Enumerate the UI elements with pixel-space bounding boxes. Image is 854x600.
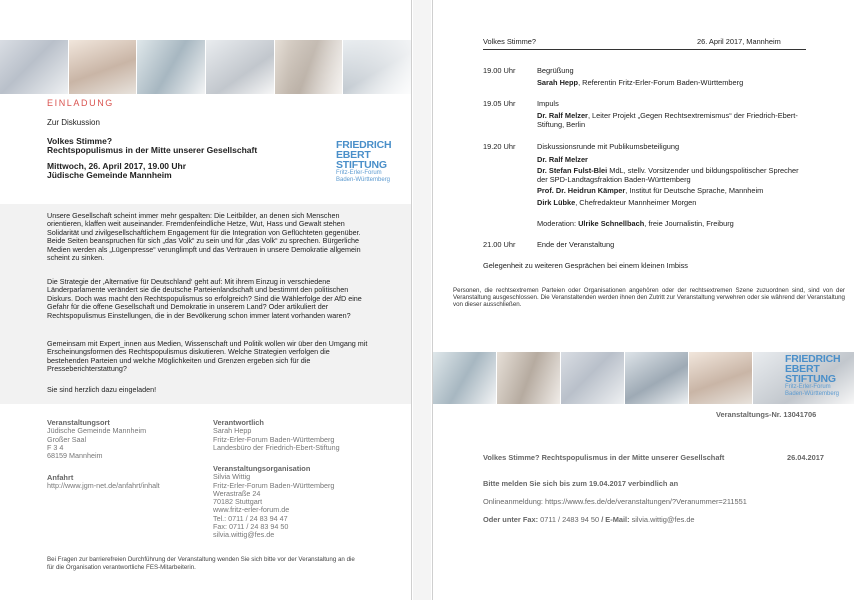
fax-email-line: Oder unter Fax: 0711 / 2483 94 50 / E-Mail: silvia.wittig@fes.de	[483, 515, 695, 524]
registration-deadline: Bitte melden Sie sich bis zum 19.04.2017 verbindlich an	[483, 479, 679, 488]
banner-photo	[689, 352, 752, 404]
event-date: Mittwoch, 26. April 2017, 19.00 Uhr	[47, 161, 187, 171]
directions-link[interactable]: http://www.jgm-net.de/anfahrt/inhalt	[47, 481, 160, 491]
event-number: Veranstaltungs-Nr. 13041706	[716, 410, 817, 419]
program-time: 19.05 Uhr	[483, 99, 516, 108]
venue-block: Veranstaltungsort Jüdische Gemeinde Mannheim Großer Saal F 3 4 68159 Mannheim	[47, 419, 197, 460]
banner-photo	[0, 40, 68, 94]
banner-photo	[497, 352, 560, 404]
program-time: 21.00 Uhr	[483, 240, 516, 249]
fes-logo: FRIEDRICH EBERT STIFTUNG Fritz-Erler-Forum Baden-Württemberg	[785, 353, 841, 397]
registration-email-link[interactable]: silvia.wittig@fes.de	[631, 515, 695, 524]
photo-banner	[0, 40, 412, 94]
program-title: Impuls	[537, 99, 559, 108]
banner-photo	[206, 40, 274, 94]
panelist: Dr. Stefan Fulst-Blei MdL, stellv. Vorsitzender und bildungspolitischer Sprecher der SPD-Landtagsfraktion Baden-Württemberg	[537, 166, 799, 184]
event-format: Zur Diskussion	[47, 118, 100, 127]
email-link[interactable]: silvia.wittig@fes.de	[213, 530, 275, 540]
website-link[interactable]: www.fritz-erler-forum.de	[213, 505, 290, 515]
registration-event-title: Volkes Stimme? Rechtspopulismus in der Mitte unserer Gesellschaft	[483, 453, 725, 462]
intro-paragraph: Unsere Gesellschaft scheint immer mehr gespalten: Die Leitbilder, an denen sich Menschen orientieren, klaffen weit auseinander. Fremdenfeindliche Hetze, Wut, Hass und Gewalt stehen Solidarität und zivilgesellschaftlichem Engagement für die Integration von Geflüchteten gegenüber. Beide Seiten beanspruchen für sich „das Volk“ zu sein und für „das Volk“ zu sprechen. Bürgerliche Medien werden als „Lügenpresse“ verunglimpft und das Vertrauen in unsere Demokratie allgemein scheint zu sinken.	[47, 211, 361, 263]
banner-photo	[433, 352, 496, 404]
program-header-date: 26. April 2017, Mannheim	[697, 37, 781, 46]
panelist: Dr. Ralf Melzer	[537, 155, 588, 164]
banner-photo	[561, 352, 624, 404]
responsible-heading: Verantwortlich	[213, 418, 264, 427]
event-venue: Jüdische Gemeinde Mannheim	[47, 170, 172, 180]
responsible-block: Verantwortlich Sarah Hepp Fritz-Erler-Forum Baden-Württemberg Landesbüro der Friedrich-Ebert-Stiftung	[213, 419, 393, 452]
discussion-paragraph: Gemeinsam mit Expert_innen aus Medien, Wissenschaft und Politik wollen wir über den Umgang mit Erscheinungsformen des Rechtspopulismus diskutieren. Welche Strategien verfolgen die bestehenden Parteien und welche Möglichkeiten und Grenzen ergeben sich für die Presseberichterstattung?	[47, 339, 368, 374]
program-title: Ende der Veranstaltung	[537, 240, 615, 249]
program-detail: Sarah Hepp, Referentin Fritz-Erler-Forum Baden-Württemberg	[537, 78, 744, 87]
program-header-title: Volkes Stimme?	[483, 37, 536, 46]
venue-heading: Veranstaltungsort	[47, 418, 110, 427]
program-title: Begrüßung	[537, 66, 574, 75]
header-rule	[483, 49, 806, 50]
panelist: Prof. Dr. Heidrun Kämper, Institut für Deutsche Sprache, Mannheim	[537, 186, 764, 195]
event-title: Volkes Stimme?	[47, 136, 113, 146]
invitation-heading: EINLADUNG	[47, 98, 114, 108]
accessibility-note: Bei Fragen zur barrierefreien Durchführung der Veranstaltung wenden Sie sich bitte vor der Veranstaltung an die für die Organisation verantwortliche FES-Mitarbeiterin.	[47, 556, 355, 571]
online-registration-link[interactable]: Onlineanmeldung: https://www.fes.de/de/veranstaltungen/?Veranummer=211551	[483, 497, 747, 506]
moderation: Moderation: Ulrike Schnellbach, freie Journalistin, Freiburg	[537, 219, 734, 228]
program-title: Diskussionsrunde mit Publikumsbeteiligung	[537, 142, 680, 151]
invitation-page-back	[432, 0, 854, 600]
organisation-heading: Veranstaltungsorganisation	[213, 464, 311, 473]
program-time: 19.20 Uhr	[483, 142, 516, 151]
program-detail: Dr. Ralf Melzer, Leiter Projekt „Gegen Rechtsextremismus“ der Friedrich-Ebert-Stiftung, Berlin	[537, 111, 798, 129]
banner-photo	[625, 352, 688, 404]
event-subtitle: Rechtspopulismus in der Mitte unserer Gesellschaft	[47, 145, 258, 155]
fes-logo: FRIEDRICH EBERT STIFTUNG Fritz-Erler-Forum Baden-Württemberg	[336, 139, 392, 183]
closing-sentence: Sie sind herzlich dazu eingeladen!	[47, 385, 157, 394]
directions-block	[47, 474, 207, 491]
banner-photo	[137, 40, 205, 94]
strategy-paragraph: Die Strategie der ‚Alternative für Deutschland‘ geht auf: Mit ihrem Einzug in verschiedene Länderparlamente verändert sie die deutsche Parteienlandschaft und bestimmt den politischen Diskurs. Doch was macht den Rechtspopulismus so erfolgreich? Sind die Wählerfolge der AfD eine Gefahr für die offene Gesellschaft und Demokratie in unserem Land? Oder artikuliert der Rechtspopulismus Einstellungen, die in der Bevölkerung schon immer latent vorhanden waren?	[47, 277, 362, 320]
directions-heading: Anfahrt	[47, 473, 74, 482]
networking-note: Gelegenheit zu weiteren Gesprächen bei einem kleinen Imbiss	[483, 261, 688, 270]
exclusion-disclaimer: Personen, die rechtsextremen Parteien oder Organisationen angehören oder der rechtsextremen Szene zuzuordnen sind, sind von der Veranstaltung ausgeschlossen. Die Veranstaltenden werden ihnen den Zutritt zur Veranstaltung verwehren oder sie während der Veranstaltung von dieser ausschließen.	[453, 287, 845, 309]
page-gutter	[413, 0, 431, 600]
banner-photo	[69, 40, 137, 94]
organisation-block: Veranstaltungsorganisation Silvia Wittig Fritz-Erler-Forum Baden-Württemberg Werastraße 24 70182 Stuttgart www.fritz-erler-forum.de Tel.: 0711 / 24 83 94 47 Fax: 0711 / 24 83 94 50 silvia.wittig@fes.de	[213, 465, 393, 540]
invitation-page-front	[0, 0, 412, 600]
program-time: 19.00 Uhr	[483, 66, 516, 75]
registration-event-date: 26.04.2017	[787, 453, 824, 462]
panelist: Dirk Lübke, Chefredakteur Mannheimer Morgen	[537, 198, 697, 207]
